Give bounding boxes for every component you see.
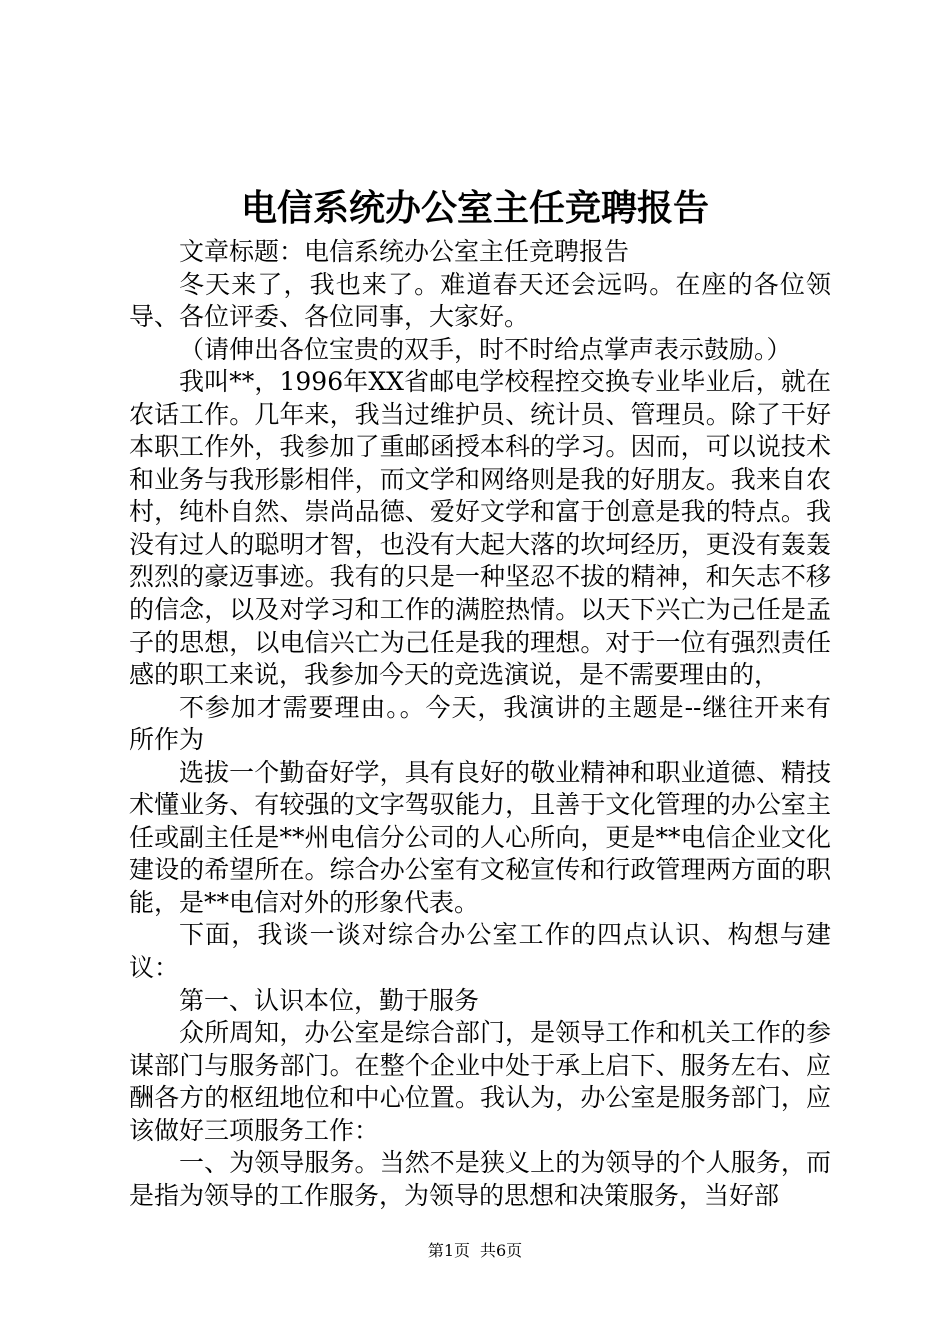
- document-body: [129, 236, 831, 1212]
- paragraph-article-title: 文章标题：电信系统办公室主任竞聘报告: [179, 237, 630, 266]
- paragraph-serve-leaders: 一、为领导服务。当然不是狭义上的为领导的个人服务，而是指为领导的工作服务，为领导的思想和决策服务，当好部: [129, 1148, 831, 1210]
- paragraph-greeting: 冬天来了，我也来了。难道春天还会远吗。在座的各位领导、各位评委、各位同事，大家好。: [129, 269, 831, 332]
- paragraph-office-role: 众所周知，办公室是综合部门，是领导工作和机关工作的参谋部门与服务部门。在整个企业中处于承上启下、服务左右、应酬各方的枢纽地位和中心位置。我认为，办公室是服务部门，应该做好三项服务工作：: [129, 1018, 831, 1145]
- paragraph-selection: 选拔一个勤奋好学，具有良好的敬业精神和职业道德、精技术懂业务、有较强的文字驾驭能力，且善于文化管理的办公室主任或副主任是**州电信分公司的人心所向，更是**电信企业文化建设的希望所在。综合办公室有文秘宣传和行政管理两方面的职能，是**电信对外的形象代表。: [129, 757, 831, 917]
- page-total: 共6页: [480, 1241, 523, 1260]
- page-footer: [0, 1240, 950, 1262]
- paragraph-self-introduction: 我叫**，1996年XX省邮电学校程控交换专业毕业后，就在农话工作。几年来，我当过维护员、统计员、管理员。除了干好本职工作外，我参加了重邮函授本科的学习。因而，可以说技术和业务与我形影相伴，而文学和网络则是我的好朋友。我来自农村，纯朴自然、崇尚品德、爱好文学和富于创意是我的特点。我没有过人的聪明才智，也没有大起大落的坎坷经历，更没有轰轰烈烈的豪迈事迹。我有的只是一种坚忍不拔的精神，和矢志不移的信念，以及对学习和工作的满腔热情。以天下兴亡为己任是孟子的思想，以电信兴亡为己任是我的理想。对于一位有强烈责任感的职工来说，我参加今天的竞选演说，是不需要理由的，: [129, 367, 831, 690]
- document-title: 电信系统办公室主任竞聘报告: [240, 187, 709, 229]
- paragraph-point-one-heading: 第一、认识本位，勤于服务: [179, 985, 480, 1015]
- paragraph-applause-note: （请伸出各位宝贵的双手，时不时给点掌声表示鼓励。）: [179, 334, 792, 364]
- page-number: 第1页: [427, 1241, 470, 1260]
- paragraph-four-points-intro: 下面，我谈一谈对综合办公室工作的四点认识、构想与建议：: [129, 920, 831, 983]
- paragraph-speech-theme: 不参加才需要理由。。今天，我演讲的主题是--继往开来有所作为: [129, 692, 831, 755]
